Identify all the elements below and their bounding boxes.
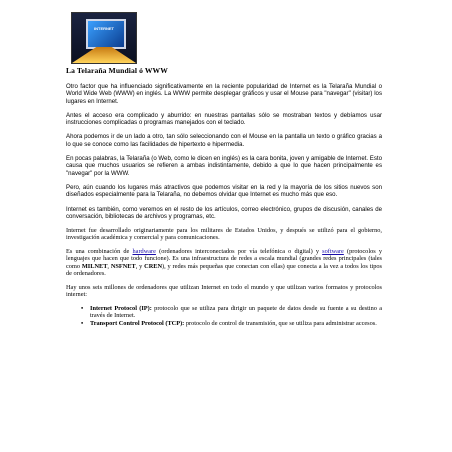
- combo-sep-2: , y: [135, 262, 145, 270]
- highway-graphic: [72, 47, 136, 63]
- combo-text-2: (ordenadores interconectados por vía telefónica o digital) y: [155, 248, 323, 256]
- paragraph-origin: Internet fue desarrollado originariamente para los militares de Estados Unidos, y después se utilizó para el gobierno, investigación académica y comercial y para comunicaciones.: [66, 227, 382, 242]
- software-link[interactable]: software: [322, 248, 344, 256]
- paragraph-internet-services: Internet es también, como veremos en el resto de los artículos, correo electrónico, grupos de discusión, canales de conversación, bibliotecas de archivos y programas, etc.: [66, 205, 382, 220]
- list-item: [81, 304, 383, 319]
- combo-sep-1: ,: [107, 262, 111, 270]
- paragraph-www-intro: Otro factor que ha influenciado significativamente en la reciente popularidad de Internet es la Telaraña Mundial o World Wide Web (WWW) en inglés. La WWW permite desplegar gráficos y usar el Mouse para "navegar" (visitar) los lugares en Internet.: [66, 83, 382, 105]
- protocol-name: Internet Protocol (IP):: [90, 304, 152, 312]
- monitor-screen: [86, 19, 126, 49]
- paragraph-more-than-web: Pero, aún cuando los lugares más atractivos que podemos visitar en la red y la mayoría de los sitios nuevos son diseñados especialmente para la Telaraña, no debemos olvidar que Internet es mucho más que eso.: [66, 183, 382, 199]
- milnet-term: MILNET: [81, 262, 108, 270]
- page-title: La Telaraña Mundial ó WWW: [66, 66, 168, 75]
- hardware-link[interactable]: hardware: [132, 248, 156, 256]
- bullet-icon: •: [81, 304, 84, 312]
- document-body: [66, 66, 382, 328]
- list-item: [81, 320, 382, 328]
- monitor-screen-text: INTERNET: [94, 26, 114, 31]
- protocol-description: protocolo de control de transmisión, que se utiliza para administrar accesos.: [184, 320, 377, 328]
- bullet-icon: •: [81, 320, 84, 328]
- combo-text-3: (protocolos y lenguajes que hacen que todo funcione). Es una infraestructura de redes a escala mundial (grandes redes principales (tales como: [66, 248, 382, 270]
- paragraph-access-before: Antes el acceso era complicado y aburrido: en nuestras pantallas sólo se mostraban textos y debíamos usar instrucciones complicadas o programas manejados con el teclado.: [66, 111, 382, 127]
- protocol-list: [66, 305, 382, 327]
- paragraph-web-face: En pocas palabras, la Telaraña (o Web, como le dicen en inglés) es la cara bonita, joven y amigable de Internet. Esto causa que muchos usuarios se refieren a ambas indistintamente, debido a que lo que hacen principalmente es "navegar" por la WWW.: [66, 155, 382, 177]
- paragraph-hypertext: Ahora podemos ir de un lado a otro, tan sólo seleccionando con el Mouse en la pantalla un texto o gráfico gracias a lo que se conoce como las facilidades de hipertexto e hipermedia.: [66, 133, 382, 148]
- paragraph-millions: Hay unos seis millones de ordenadores que utilizan Internet en todo el mundo y que utilizan varios formatos y protocolos internet:: [66, 283, 382, 298]
- protocol-name: Transport Control Protocol (TCP):: [90, 320, 185, 328]
- combo-text-1: Es una combinación de: [66, 248, 133, 256]
- nsfnet-term: NSFNET: [110, 262, 136, 270]
- internet-illustration: [71, 12, 137, 64]
- protocol-description: protocolo que se utiliza para dirigir un paquete de datos desde su fuente a su destino a través de Internet.: [90, 304, 383, 319]
- cren-term: CREN: [144, 262, 162, 270]
- paragraph-combination: [66, 248, 382, 276]
- combo-text-4: ), y redes más pequeñas que conectan con ellas) que conecta a la vez a todos los tipos de ordenadores.: [66, 262, 382, 277]
